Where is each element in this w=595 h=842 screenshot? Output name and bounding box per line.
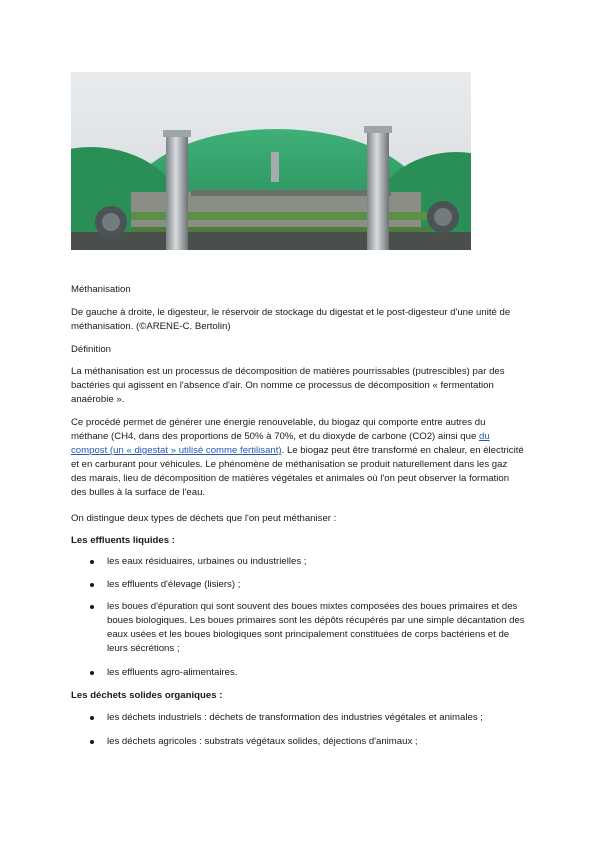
bullet-icon bbox=[90, 605, 94, 609]
bullet-icon bbox=[90, 716, 94, 720]
caption-title: Méthanisation bbox=[71, 284, 131, 295]
compost-link[interactable]: du compost (un « digestat » utilisé comme fertilisant) bbox=[71, 431, 490, 456]
list-item-text: les déchets industriels : déchets de transformation des industries végétales et animales ; bbox=[107, 712, 483, 723]
list-item-text: les effluents agro-alimentaires. bbox=[107, 667, 238, 678]
solid-waste-list-2 bbox=[71, 735, 525, 749]
definition-heading: Définition bbox=[71, 344, 111, 355]
list-item bbox=[71, 666, 525, 680]
solid-waste-list bbox=[71, 711, 525, 725]
bullet-icon bbox=[90, 671, 94, 675]
list-item bbox=[71, 555, 525, 569]
list-item bbox=[71, 735, 525, 749]
bullet-icon bbox=[90, 740, 94, 744]
bullet-icon bbox=[90, 560, 94, 564]
list-item-text: les eaux résiduaires, urbaines ou industrielles ; bbox=[107, 556, 307, 567]
list-item-text: les boues d'épuration qui sont souvent des boues mixtes composées des boues primaires et des boues biologiques. Les boues primaires sont les dépôts récupérés par une simple décantation des eaux usées et les boues biologiques sont principalement constituées de corps bactériens et de leurs sécrétions ; bbox=[107, 601, 525, 654]
liquid-effluents-list bbox=[71, 555, 525, 569]
methanisation-photo bbox=[71, 72, 471, 250]
procedure-text-start: Ce procédé permet de générer une énergie renouvelable, du biogaz qui comporte entre autres du méthane (CH4, dans des proportions de 50% à 70%, et du dioxyde de carbone (CO2) ainsi que bbox=[71, 417, 486, 442]
liquid-effluents-list-2 bbox=[71, 578, 525, 592]
procedure-text-end: . Le biogaz peut être transformé en chaleur, en électricité et en carburant pour véhicules. Le phénomène de méthanisation se produit naturellement dans les gaz des marais, lieu de décomposition de matières végétales et animales où l'on peut observer la formation des bulles à la surface de l'eau. bbox=[71, 445, 524, 498]
liquid-effluents-list-4 bbox=[71, 666, 525, 680]
definition-paragraph: La méthanisation est un processus de décomposition de matières pourrissables (putrescibles) par des bactéries qui agissent en l'absence d'air. On nomme ce processus de décomposition « fermentation anaérobie ». bbox=[71, 366, 505, 405]
list-item bbox=[71, 711, 525, 725]
procedure-paragraph bbox=[71, 416, 525, 500]
list-item bbox=[71, 600, 525, 656]
list-item-text: les effluents d'élevage (lisiers) ; bbox=[107, 579, 241, 590]
solid-waste-heading: Les déchets solides organiques : bbox=[71, 690, 223, 701]
photo-caption: De gauche à droite, le digesteur, le réservoir de stockage du digestat et le post-digesteur d'une unité de méthanisation. (©ARENE-C. Bertolin) bbox=[71, 307, 511, 332]
liquid-effluents-heading: Les effluents liquides : bbox=[71, 535, 175, 546]
list-item-text: les déchets agricoles : substrats végétaux solides, déjections d'animaux ; bbox=[107, 736, 418, 747]
waste-types-intro: On distingue deux types de déchets que l'on peut méthaniser : bbox=[71, 513, 337, 524]
list-item bbox=[71, 578, 525, 592]
liquid-effluents-list-3 bbox=[71, 600, 525, 656]
bullet-icon bbox=[90, 583, 94, 587]
